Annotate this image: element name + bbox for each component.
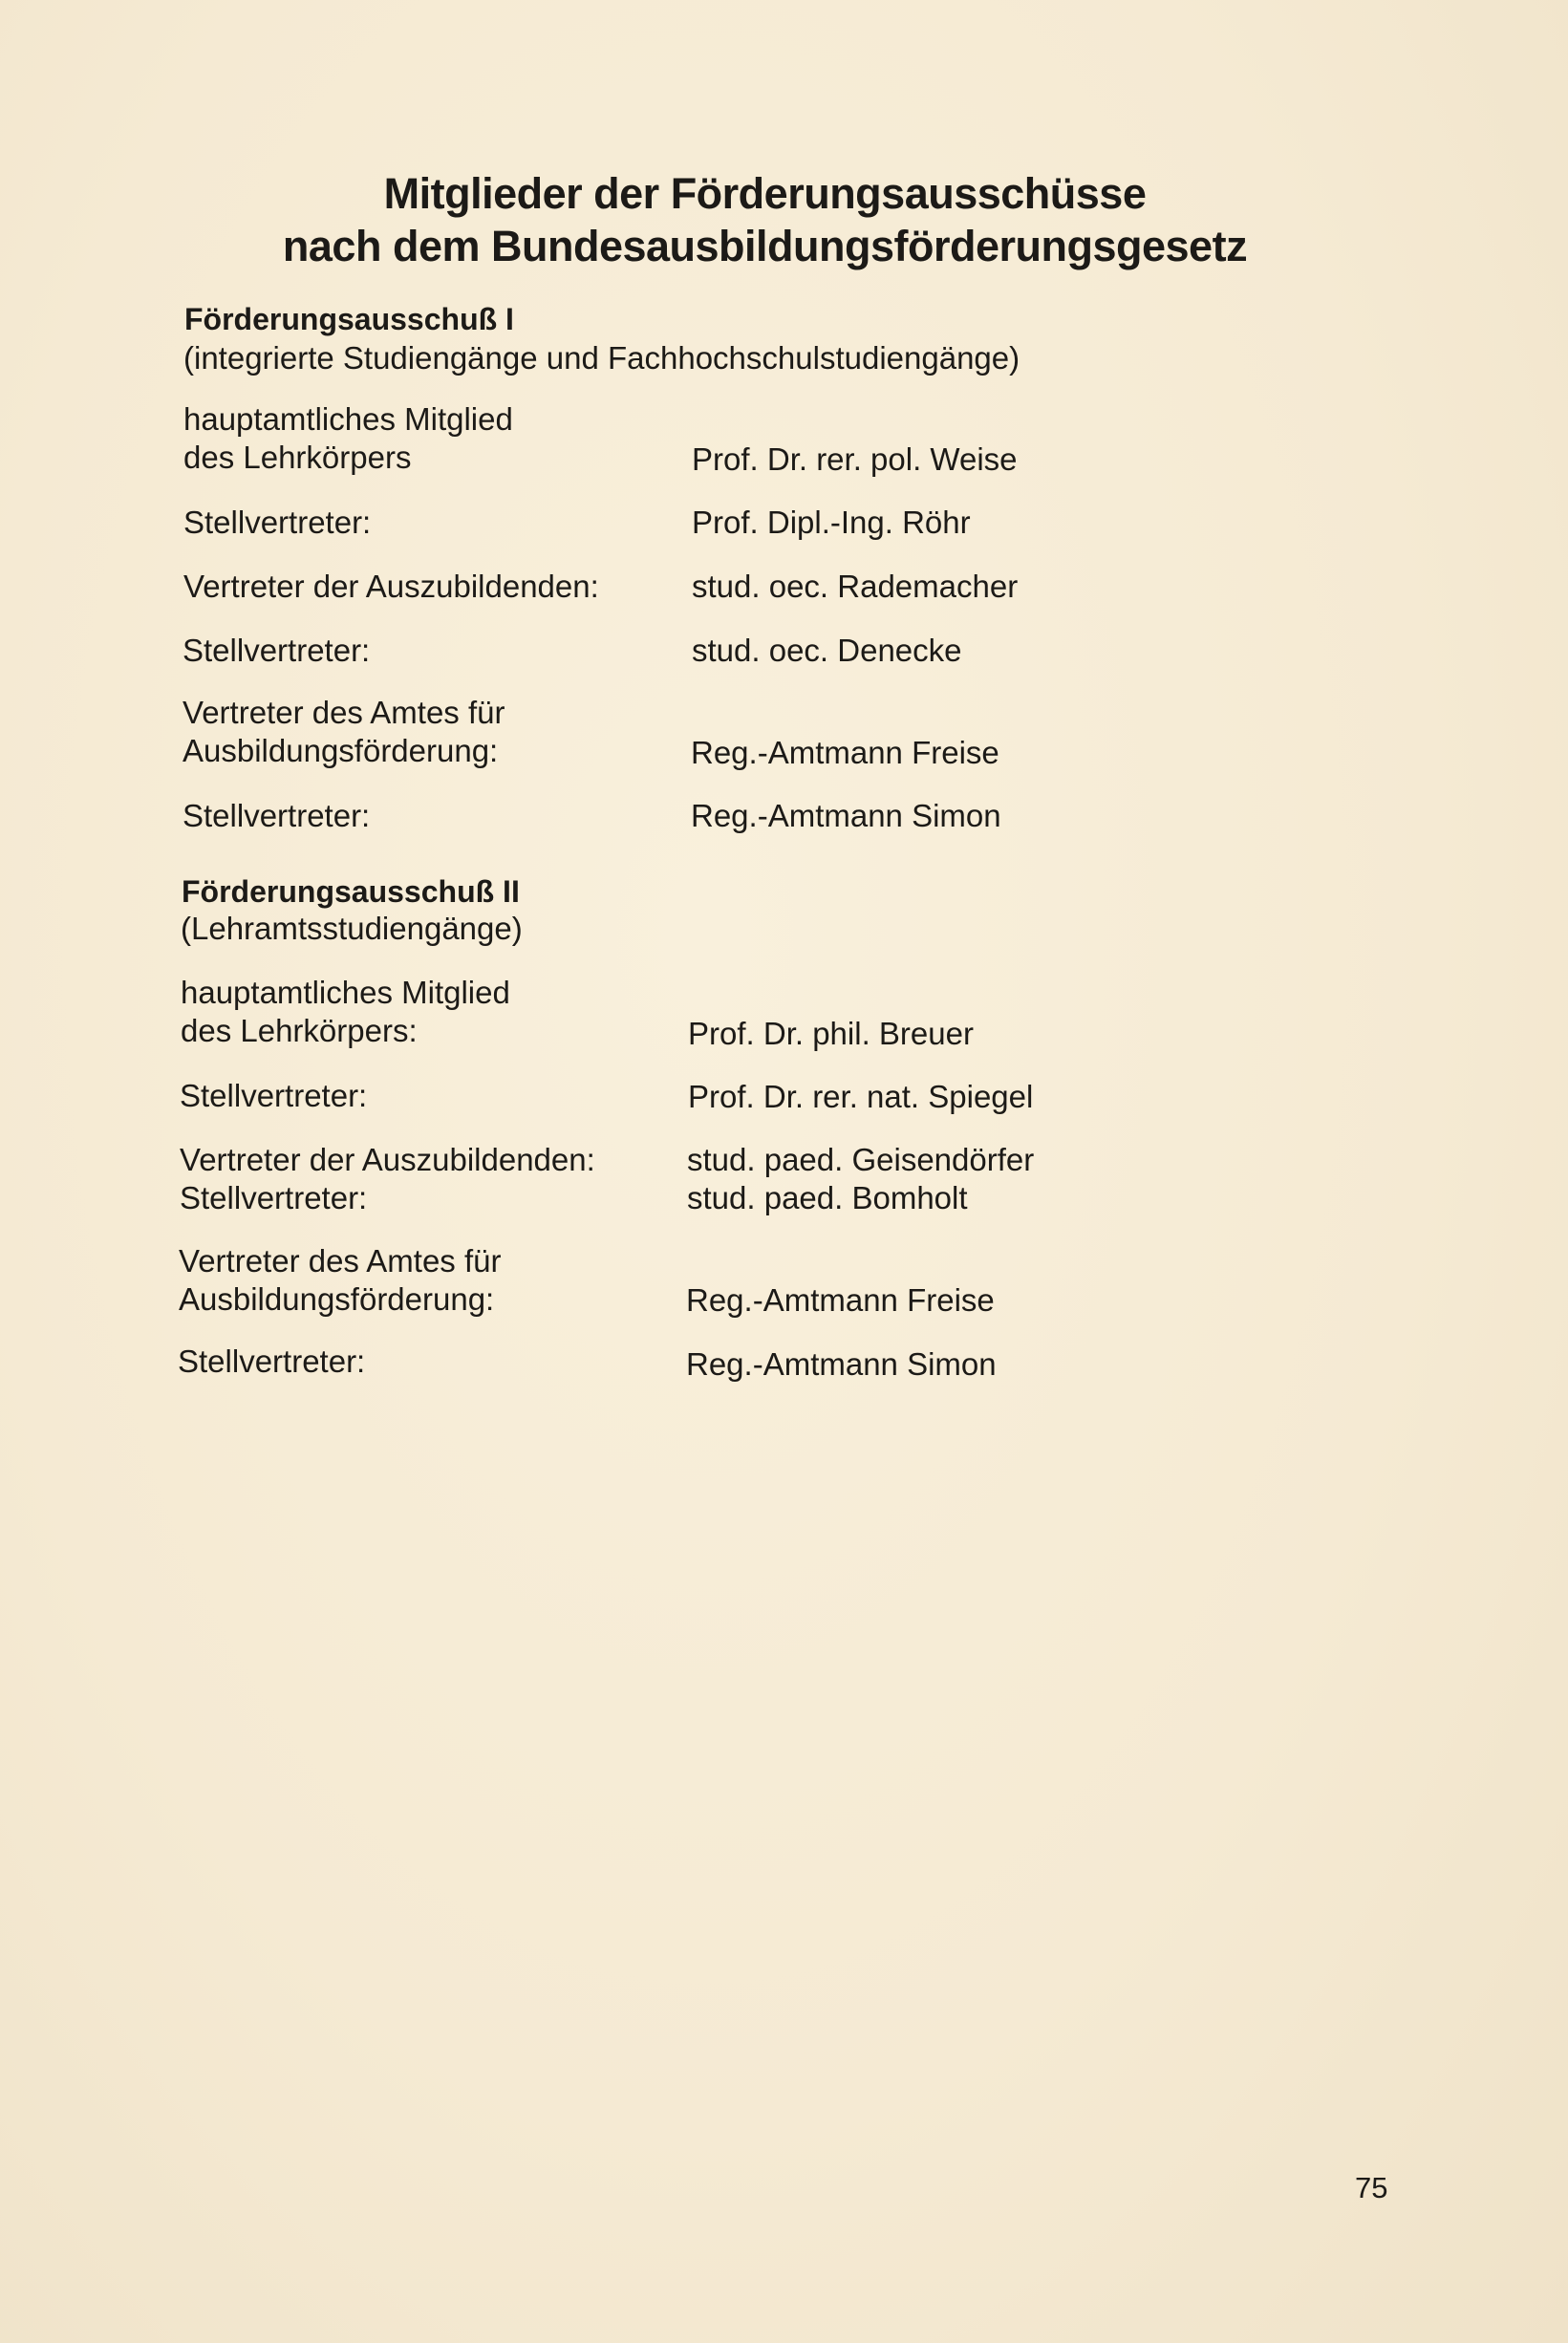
- page-title-line-1: Mitglieder der Förderungsausschüsse: [383, 169, 1147, 218]
- committee-1-role: Vertreter der Auszubildenden:: [183, 569, 599, 604]
- committee-2-member-name: stud. paed. Bomholt: [687, 1180, 968, 1215]
- committee-1-role: Vertreter des Amtes für: [183, 695, 505, 730]
- committee-1-member-name: Prof. Dr. rer. pol. Weise: [692, 441, 1018, 477]
- page-number: 75: [1355, 2171, 1388, 2204]
- committee-1-member-name: stud. oec. Denecke: [692, 633, 962, 668]
- committee-2-member-name: Reg.-Amtmann Simon: [686, 1346, 997, 1382]
- committee-2-role: Vertreter der Auszubildenden:: [180, 1142, 595, 1177]
- committee-2-subtitle: (Lehramtsstudiengänge): [181, 911, 523, 946]
- committee-2-member-name: Prof. Dr. phil. Breuer: [688, 1016, 974, 1051]
- committee-2-member-name: Reg.-Amtmann Freise: [686, 1282, 995, 1318]
- committee-1-role: hauptamtliches Mitglied: [183, 401, 513, 437]
- committee-2-role: Stellvertreter:: [180, 1180, 368, 1215]
- committee-1-member-name: stud. oec. Rademacher: [692, 569, 1019, 604]
- committee-2-role: des Lehrkörpers:: [181, 1013, 418, 1048]
- committee-2-role: Ausbildungsförderung:: [179, 1281, 495, 1317]
- committee-1-heading: Förderungsausschuß I: [184, 302, 514, 336]
- committee-1-role: Stellvertreter:: [183, 633, 371, 668]
- committee-2-role: Stellvertreter:: [180, 1078, 368, 1113]
- committee-1-member-name: Reg.-Amtmann Simon: [691, 798, 1001, 833]
- committee-1-member-name: Reg.-Amtmann Freise: [691, 735, 999, 770]
- page-title-line-2: nach dem Bundesausbildungsförderungsgesetz: [282, 222, 1248, 270]
- committee-1-member-name: Prof. Dipl.-Ing. Röhr: [692, 505, 971, 540]
- committee-1-role: Ausbildungsförderung:: [183, 733, 499, 768]
- committee-2-member-name: Prof. Dr. rer. nat. Spiegel: [688, 1079, 1034, 1114]
- committee-2-role: Vertreter des Amtes für: [179, 1243, 502, 1279]
- committee-1-role: des Lehrkörpers: [183, 440, 412, 475]
- committee-1-role: Stellvertreter:: [183, 798, 371, 833]
- committee-1-role: Stellvertreter:: [183, 505, 372, 540]
- committee-2-heading: Förderungsausschuß II: [182, 874, 520, 909]
- committee-1-subtitle: (integrierte Studiengänge und Fachhochschulstudiengänge): [183, 340, 1020, 376]
- committee-2-role: hauptamtliches Mitglied: [181, 975, 510, 1010]
- committee-2-role: Stellvertreter:: [178, 1343, 366, 1379]
- committee-2-member-name: stud. paed. Geisendörfer: [687, 1142, 1035, 1177]
